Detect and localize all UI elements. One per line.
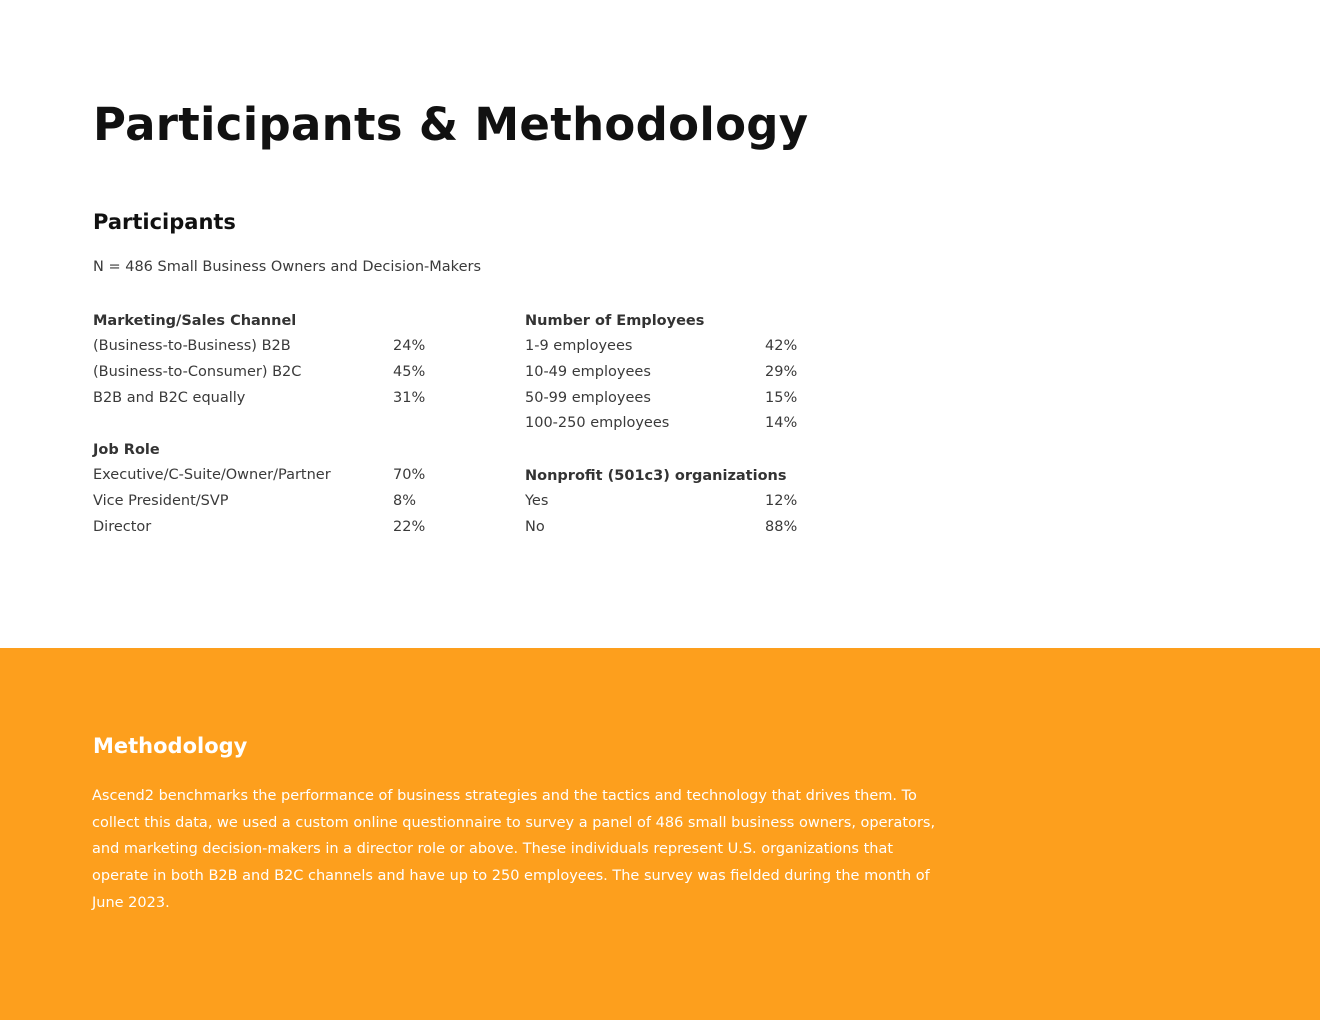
- row-value: 22%: [393, 518, 426, 535]
- participants-heading: Participants: [93, 210, 236, 234]
- table-row: [93, 386, 453, 412]
- row-label: 10-49 employees: [525, 363, 651, 380]
- table-row: [525, 515, 845, 541]
- row-label: Executive/C-Suite/Owner/Partner: [93, 467, 331, 483]
- row-label: No: [525, 518, 545, 535]
- row-value: 8%: [393, 492, 417, 509]
- nonprofit-heading: Nonprofit (501c3) organizations: [525, 468, 787, 484]
- table-row: [93, 515, 453, 541]
- methodology-paragraph: Ascend2 benchmarks the performance of business strategies and the tactics and technology that drives them. To collect this data, we used a custom online questionnaire to survey a panel of 486 small business owners, operators, and marketing decision-makers in a director role or above. These individuals represent U.S. organizations that operate in both B2B and B2C channels and have up to 250 employees. The survey was fielded during the month of June 2023.: [92, 788, 936, 911]
- row-label: B2B and B2C equally: [93, 389, 246, 406]
- table-row: [93, 334, 453, 360]
- marketing-channel-heading: Marketing/Sales Channel: [93, 313, 297, 329]
- row-value: 45%: [393, 363, 426, 380]
- row-label: 50-99 employees: [525, 389, 651, 406]
- sample-size-line: N = 486 Small Business Owners and Decision-Makers: [93, 259, 482, 275]
- row-value: 70%: [393, 467, 426, 483]
- row-label: Yes: [525, 493, 549, 509]
- table-row: [93, 463, 453, 489]
- row-value: 12%: [765, 493, 798, 509]
- employees-heading: Number of Employees: [525, 313, 705, 329]
- job-role-heading: Job Role: [93, 442, 160, 458]
- page-title: Participants & Methodology: [93, 98, 809, 151]
- table-row: [525, 489, 845, 515]
- row-label: Director: [93, 518, 152, 535]
- methodology-section: [0, 648, 1320, 1020]
- row-value: 15%: [765, 389, 798, 406]
- job-role-group: [93, 437, 453, 540]
- row-label: (Business-to-Consumer) B2C: [93, 363, 302, 380]
- row-value: 14%: [765, 415, 798, 432]
- row-label: 1-9 employees: [525, 338, 633, 354]
- table-row: [525, 360, 845, 386]
- row-label: 100-250 employees: [525, 415, 670, 432]
- marketing-channel-group: [93, 308, 453, 411]
- row-value: 29%: [765, 363, 798, 380]
- table-row: [93, 360, 453, 386]
- nonprofit-group: [525, 463, 845, 541]
- row-value: 24%: [393, 338, 426, 354]
- methodology-heading: Methodology: [93, 734, 248, 758]
- row-label: (Business-to-Business) B2B: [93, 338, 291, 354]
- table-row: [93, 489, 453, 515]
- row-value: 31%: [393, 389, 426, 406]
- row-label: Vice President/SVP: [93, 492, 229, 509]
- table-row: [525, 411, 845, 437]
- row-value: 42%: [765, 338, 798, 354]
- employees-group: [525, 308, 845, 437]
- row-value: 88%: [765, 518, 798, 535]
- table-row: [525, 334, 845, 360]
- table-row: [525, 386, 845, 412]
